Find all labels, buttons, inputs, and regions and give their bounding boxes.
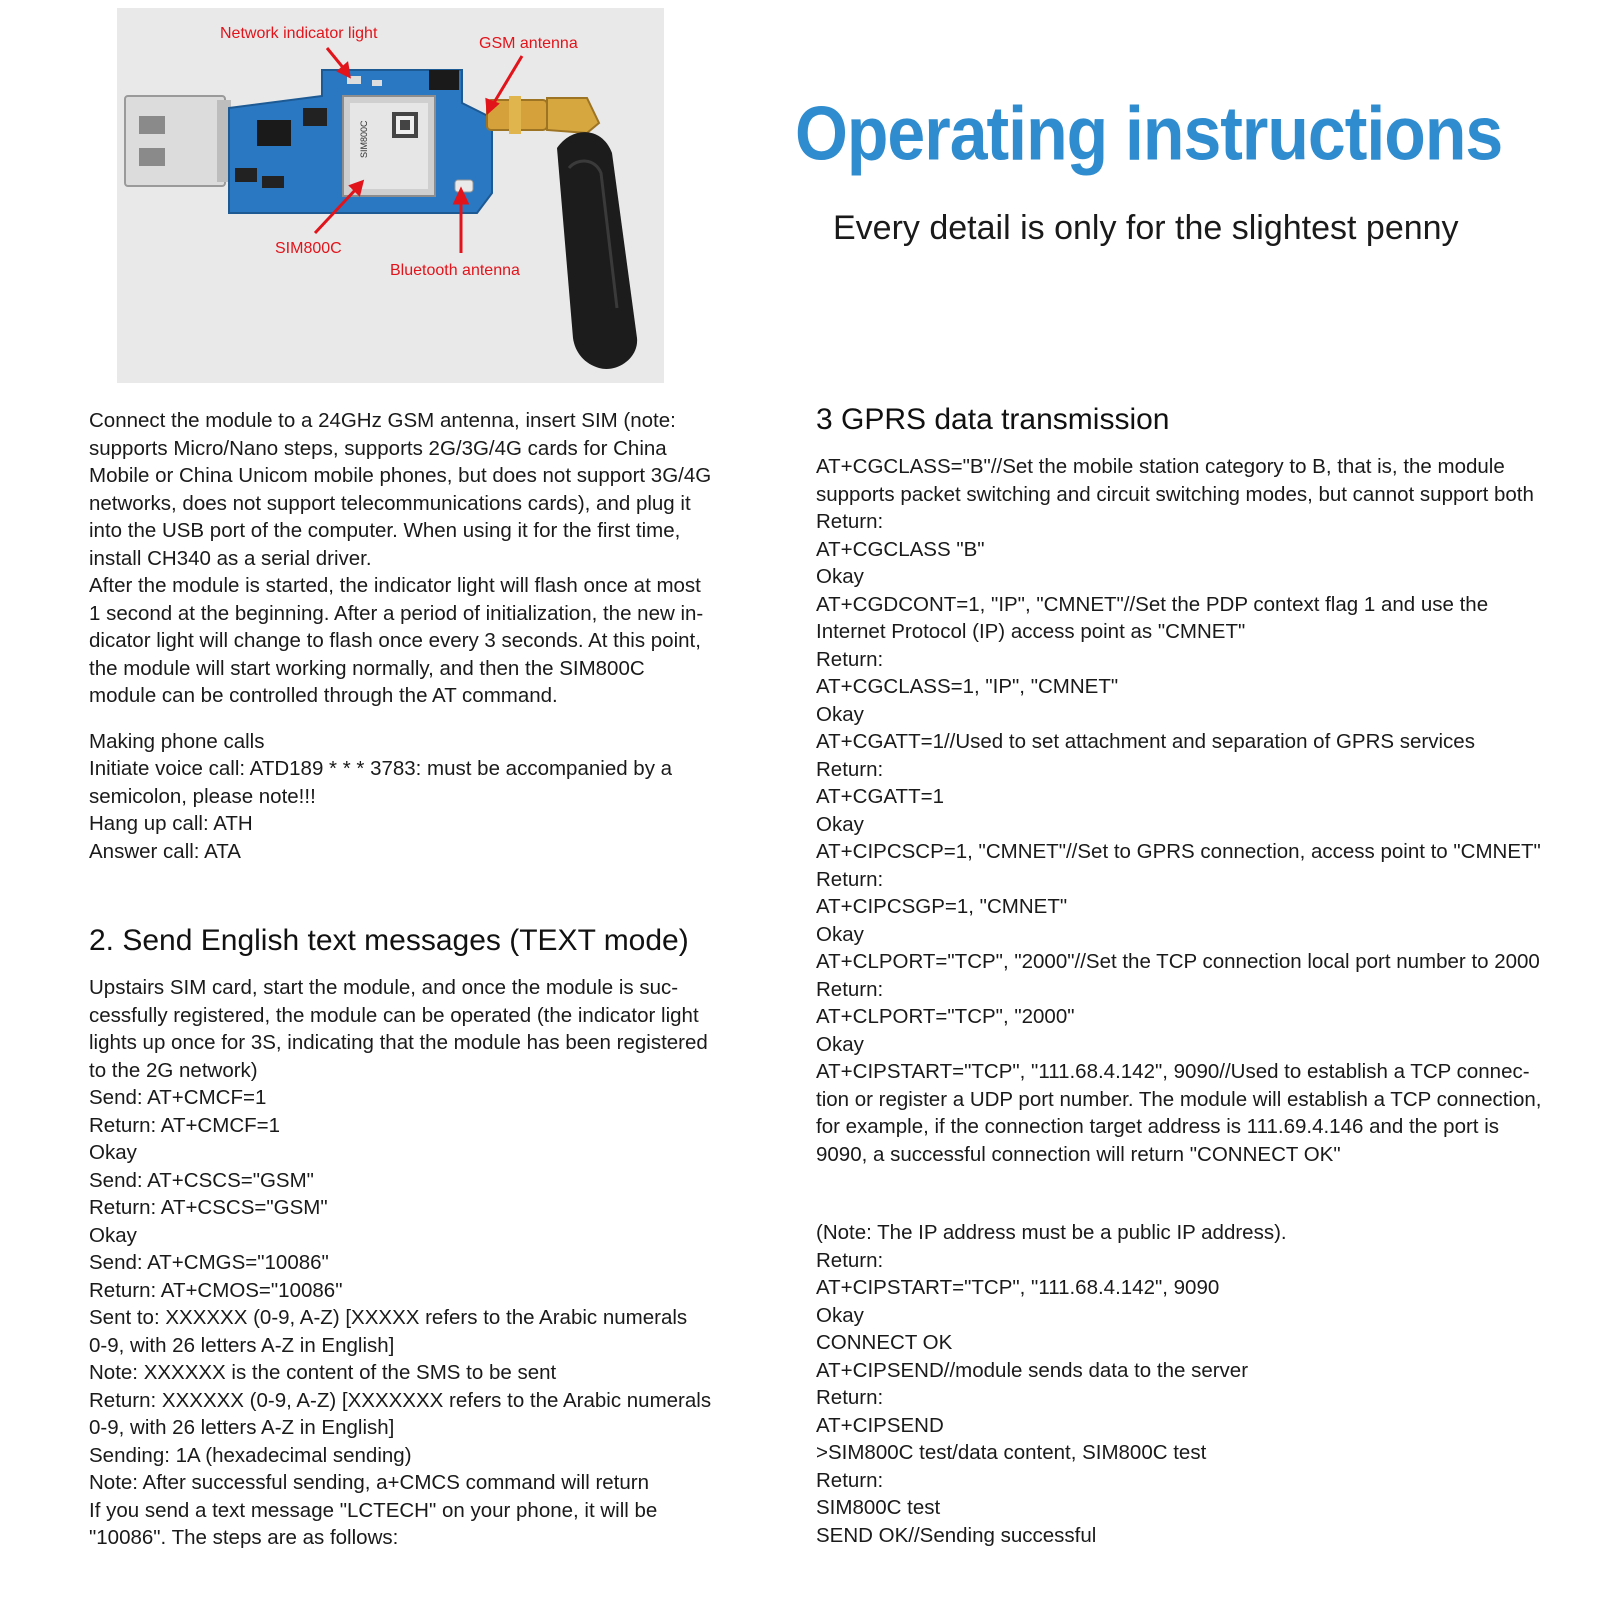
text-line: tion or register a UDP port number. The module will establish a TCP connection, [816,1087,1542,1111]
section-2-body [89,974,769,1552]
text-line: install CH340 as a serial driver. [89,546,372,570]
text-line: into the USB port of the computer. When using it for the first time, [89,519,681,542]
text-line: for example, if the connection target address is 111.69.4.146 and the port is [816,1115,1499,1138]
text-line: Send: AT+CMGS="10086" [89,1251,329,1274]
left-column [89,407,769,1552]
section-3-body [816,453,1596,1168]
text-line: Return: AT+CMOS="10086" [89,1278,343,1302]
text-line: Internet Protocol (IP) access point as "CMNET" [816,620,1246,643]
text-line: the module will start working normally, and then the SIM800C [89,656,645,680]
text-line: Okay [816,565,864,588]
text-line: AT+CGCLASS=1, "IP", "CMNET" [816,675,1119,698]
text-line: Return: AT+CSCS="GSM" [89,1196,328,1219]
text-line: Okay [816,1303,864,1327]
callout-sim800c: SIM800C [275,240,342,257]
text-line: 0-9, with 26 letters A-Z in English] [89,1416,395,1439]
text-line: Return: [816,867,884,891]
text-line: Okay [89,1141,137,1164]
text-line: Okay [816,922,864,946]
section-3-heading: 3 GPRS data transmission [816,403,1170,436]
text-line: Sent to: XXXXXX (0-9, A-Z) [XXXXX refers to the Arabic numerals [89,1306,688,1329]
text-line: Okay [816,812,864,836]
text-line: Return: [816,1468,884,1492]
text-line: "10086". The steps are as follows: [89,1526,399,1549]
text-line: SEND OK//Sending successful [816,1523,1097,1547]
text-line: Connect the module to a 24GHz GSM antenna, insert SIM (note: [89,409,676,432]
text-line: AT+CGCLASS "B" [816,537,985,561]
text-line: >SIM800C test/data content, SIM800C test [816,1441,1207,1464]
text-line: networks, does not support telecommunications cards), and plug it [89,491,691,515]
text-line: cessfully registered, the module can be operated (the indicator light [89,1003,699,1027]
text-line: After the module is started, the indicator light will flash once at most [89,574,701,597]
page-title: Operating instructions [795,91,1503,177]
text-line: Okay [89,1223,137,1247]
text-line: Return: XXXXXX (0-9, A-Z) [XXXXXXX refers to the Arabic numerals [89,1388,712,1412]
text-line: supports packet switching and circuit switching modes, but cannot support both [816,482,1534,506]
usb-gsm-module-illustration [117,8,664,383]
text-line: Upstairs SIM card, start the module, and once the module is suc- [89,976,679,999]
text-line: lights up once for 3S, indicating that the module has been registered [89,1031,708,1054]
text-line: Return: [816,1248,884,1272]
text-line: supports Micro/Nano steps, supports 2G/3G/4G cards for China [89,436,667,460]
text-line: Hang up call: ATH [89,812,253,835]
text-line: semicolon, please note!!! [89,784,316,808]
text-line: Return: [816,757,884,781]
text-line: 1 second at the beginning. After a period of initialization, the new in- [89,601,704,625]
text-line: Mobile or China Unicom mobile phones, but does not support 3G/4G [89,464,712,487]
callout-gsm-antenna: GSM antenna [479,35,578,52]
text-line: Okay [816,702,864,726]
text-line: AT+CIPSTART="TCP", "111.68.4.142", 9090//Used to establish a TCP connec- [816,1060,1530,1083]
text-line: AT+CGATT=1//Used to set attachment and separation of GPRS services [816,730,1475,753]
text-line: CONNECT OK [816,1331,953,1354]
text-line: Initiate voice call: ATD189 * * * 3783: must be accompanied by a [89,757,673,780]
text-line: Making phone calls [89,729,265,753]
text-line: 9090, a successful connection will return "CONNECT OK" [816,1142,1341,1166]
text-line: AT+CGATT=1 [816,785,944,808]
text-line: Return: [816,977,884,1001]
callout-bluetooth-antenna: Bluetooth antenna [390,262,520,279]
text-line: Return: [816,1386,884,1409]
text-line: module can be controlled through the AT command. [89,684,558,707]
callout-network-indicator-light: Network indicator light [220,25,378,42]
text-line: AT+CIPCSGP=1, "CMNET" [816,895,1068,918]
text-line: dicator light will change to flash once every 3 seconds. At this point, [89,629,701,652]
text-line: Return: [816,647,884,671]
text-line: 0-9, with 26 letters A-Z in English] [89,1333,395,1357]
text-line: If you send a text message "LCTECH" on your phone, it will be [89,1498,658,1522]
text-line: Sending: 1A (hexadecimal sending) [89,1443,412,1467]
text-line: AT+CGCLASS="B"//Set the mobile station category to B, that is, the module [816,455,1505,478]
text-line: Send: AT+CSCS="GSM" [89,1168,314,1192]
text-line: AT+CIPCSCP=1, "CMNET"//Set to GPRS connection, access point to "CMNET" [816,840,1541,863]
text-line: AT+CGDCONT=1, "IP", "CMNET"//Set the PDP context flag 1 and use the [816,592,1489,616]
text-line: AT+CLPORT="TCP", "2000"//Set the TCP connection local port number to 2000 [816,950,1540,973]
intro-paragraph [89,407,769,710]
text-line: Note: After successful sending, a+CMCS command will return [89,1471,649,1494]
tagline: Every detail is only for the slightest penny [833,209,1459,247]
text-line: Return: [816,510,884,533]
section-2-heading: 2. Send English text messages (TEXT mode) [89,924,689,957]
text-line: Answer call: ATA [89,839,241,863]
text-line: Note: XXXXXX is the content of the SMS to be sent [89,1361,557,1384]
text-line: SIM800C test [816,1496,941,1519]
right-column [816,403,1596,1549]
product-photo [117,8,664,383]
text-line: Send: AT+CMCF=1 [89,1086,267,1109]
note-section [816,1219,1596,1549]
text-line: AT+CIPSEND [816,1413,944,1437]
text-line: Return: AT+CMCF=1 [89,1113,281,1137]
text-line: AT+CLPORT="TCP", "2000" [816,1005,1075,1028]
text-line: AT+CIPSEND//module sends data to the server [816,1358,1249,1382]
text-line: Okay [816,1032,864,1056]
phone-calls-section [89,728,769,866]
text-line: AT+CIPSTART="TCP", "111.68.4.142", 9090 [816,1276,1220,1299]
text-line: to the 2G network) [89,1058,258,1082]
chip-marking: SIM800C [359,120,369,158]
text-line: (Note: The IP address must be a public IP address). [816,1221,1287,1244]
